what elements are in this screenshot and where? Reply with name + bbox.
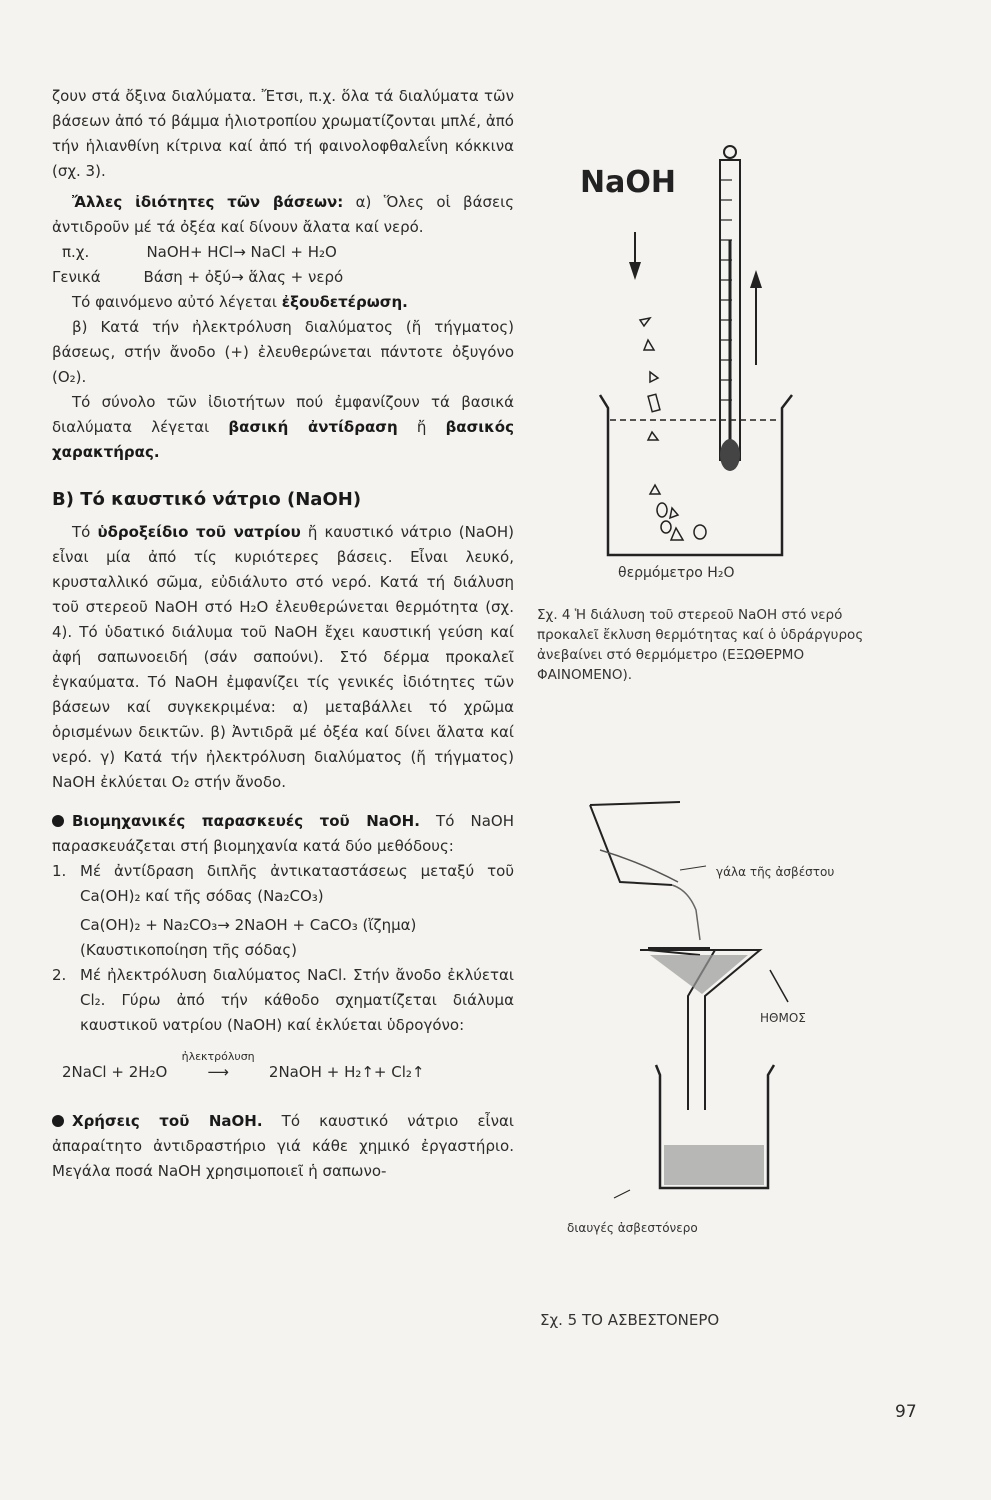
methods-list <box>52 859 514 1038</box>
list-item <box>52 963 514 1038</box>
method-1-note: (Καυστικοποίηση τῆς σόδας) <box>80 941 297 959</box>
naoh-pellets <box>640 318 706 540</box>
basic-reaction-term: βασική ἀντίδραση <box>228 418 398 436</box>
reaction-arrow-label: ἠλεκτρόλυση <box>181 1050 255 1063</box>
neutralization-term: ἐξουδετέρωση. <box>281 293 408 311</box>
paragraph-uses <box>52 1109 514 1184</box>
basic-character-text: Τό σύνολο τῶν ἰδιοτήτων πού ἐμφανίζουν τά βασικά διαλύματα λέγεται <box>52 393 514 436</box>
other-properties-heading: Ἄλλες ἰδιότητες τῶν βάσεων: <box>72 193 344 211</box>
paragraph-naoh-description <box>52 520 514 795</box>
filter-paper <box>650 955 748 994</box>
section-heading-naoh: Β) Τό καυστικό νάτριο (NaOH) <box>52 489 362 510</box>
filter-label: ΗΘΜΟΣ <box>760 1011 806 1025</box>
neutralization-text: Τό φαινόμενο αὐτό λέγεται <box>72 293 278 311</box>
list-number: 2. <box>52 966 67 984</box>
paragraph-electrolysis: β) Κατά τήν ἠλεκτρόλυση διαλύματος (ἤ τήγματος) βάσεως, στήν ἄνοδο (+) ἐλευθερώνεται πάντοτε ὀξυγόνο (O₂). <box>52 318 514 386</box>
list-number: 1. <box>52 862 67 880</box>
arrow-icon: ⟶ <box>207 1063 229 1081</box>
figure-4-diagram <box>580 140 800 585</box>
industrial-heading: Βιομηχανικές παρασκευές τοῦ NaOH. <box>72 812 420 830</box>
page-number: 97 <box>895 1402 917 1422</box>
figure-5-caption: Σχ. 5 ΤΟ ΑΣΒΕΣΤΟΝΕΡΟ <box>540 1311 720 1329</box>
method-1-text: Μέ ἀντίδραση διπλῆς ἀντικαταστάσεως μεταξύ τοῦ Ca(OH)₂ καί τῆς σόδας (Na₂CO₃) <box>80 862 514 905</box>
paragraph-basic-character <box>52 390 514 465</box>
reaction-products: 2NaOH + H₂↑+ Cl₂↑ <box>268 1063 425 1081</box>
method-2-text: Μέ ἠλεκτρόλυση διαλύματος NaCl. Στήν ἄνοδο ἐκλύεται Cl₂. Γύρω ἀπό τήν κάθοδο σχηματίζεται διάλυμα καυστικοῦ νατρίου (NaOH) καί ἐκλύεται ὑδρογόνο: <box>80 966 514 1034</box>
figure-4-caption: Σχ. 4 Ἡ διάλυση τοῦ στερεοῦ NaOH στό νερό προκαλεῖ ἔκλυση θερμότητας καί ὁ ὑδράργυρος ἀνεβαίνει στό θερμόμετρο (ΕΞΩΘΕΡΜΟ ΦΑΙΝΟΜΕΝΟ). <box>537 607 864 683</box>
method-1-equation: Ca(OH)₂ + Na₂CO₃→ 2NaOH + CaCO₃ (ἴζημα) <box>80 916 417 934</box>
basic-character-term: βασικός χαρακτήρας. <box>52 418 514 461</box>
naoh-text-pre: Τό <box>72 523 91 541</box>
naoh-label: NaOH <box>580 165 676 200</box>
figure-5-diagram <box>560 790 860 1200</box>
paragraph-industrial <box>52 809 514 859</box>
reaction-arrow <box>172 1050 264 1085</box>
thermometer-bulb <box>720 439 740 471</box>
basic-or: ἤ <box>416 418 427 436</box>
uses-heading: Χρήσεις τοῦ NaOH. <box>72 1112 263 1130</box>
list-item <box>52 859 514 963</box>
reaction-reactants: 2NaCl + 2H₂O <box>62 1063 168 1081</box>
naoh-term: ὑδροξείδιο τοῦ νατρίου <box>97 523 301 541</box>
bullet-icon <box>52 1115 64 1127</box>
clear-limewater-label: διαυγές ἀσβεστόνερο <box>567 1221 698 1235</box>
equation-general: Γενικά Βάση + ὀξύ→ ἅλας + νερό <box>52 268 344 286</box>
bullet-icon <box>52 815 64 827</box>
equation-example: π.χ. NaOH+ HCl→ NaCl + H₂O <box>62 243 337 261</box>
beaker-icon <box>600 395 792 555</box>
naoh-text: ἤ καυστικό νάτριο (NaOH) εἶναι μία ἀπό τίς κυριότερες βάσεις. Εἶναι λευκό, κρυσταλλικό σῶμα, εὐδιάλυτο στό νερό. Κατά τή διάλυση τοῦ στερεοῦ NaOH στό H₂O ἐλευθερώνεται θερμότητα (σχ. 4). Τό ὑδατικό διάλυμα τοῦ NaOH ἔχει καυστική γεύση καί ἀφή σαπωνοειδή (σάν σαπούνι). Στό δέρμα προκαλεῖ ἐγκαύματα. Τό NaOH ἐμφανίζει τίς γενικές ἰδιότητες τῶν βάσεων καί συγκεκριμένα: α) μεταβάλλει τό χρῶμα ὁρισμένων δεικτῶν. β) Ἀντιδρᾶ μέ ὀξέα καί δίνει ἅλατα καί νερό. γ) Κατά τήν ἠλεκτρόλυση διαλύματος (ἤ τήγματος) NaOH ἐκλύεται O₂ στήν ἄνοδο. <box>52 523 514 791</box>
paragraph-other-properties <box>52 190 514 240</box>
main-text-column <box>52 84 514 1184</box>
paragraph-indicators: ζουν στά ὄξινα διαλύματα. Ἔτσι, π.χ. ὅλα τά διαλύματα τῶν βάσεων ἀπό τό βάμμα ἡλιοτροπίου χρωματίζονται μπλέ, ἀπό τήν ἡλιανθίνη κίτρινα καί ἀπό τή φαινολοφθαλεΐνη κόκκινα (σχ. 3). <box>52 87 514 180</box>
industrial-text: Τό NaOH παρασκευάζεται στή βιομηχανία κατά δύο μεθόδους: <box>52 812 514 855</box>
uses-text: Τό καυστικό νάτριο εἶναι ἀπαραίτητο ἀντιδραστήριο γιά κάθε χημικό ἐργαστήριο. Μεγάλα ποσά NaOH χρησιμοποιεῖ ἡ σαπωνο- <box>52 1112 514 1180</box>
electrolysis-reaction <box>62 1050 514 1085</box>
pouring-beaker-icon <box>590 802 680 885</box>
milk-of-lime-label: γάλα τῆς ἀσβέστου <box>716 865 835 879</box>
other-properties-text: α) Ὅλες οἱ βάσεις ἀντιδροῦν μέ τά ὀξέα καί δίνουν ἄλατα καί νερό. <box>52 193 514 236</box>
paragraph-neutralization <box>52 290 514 315</box>
thermometer-label: θερμόμετρο H₂O <box>618 565 735 581</box>
